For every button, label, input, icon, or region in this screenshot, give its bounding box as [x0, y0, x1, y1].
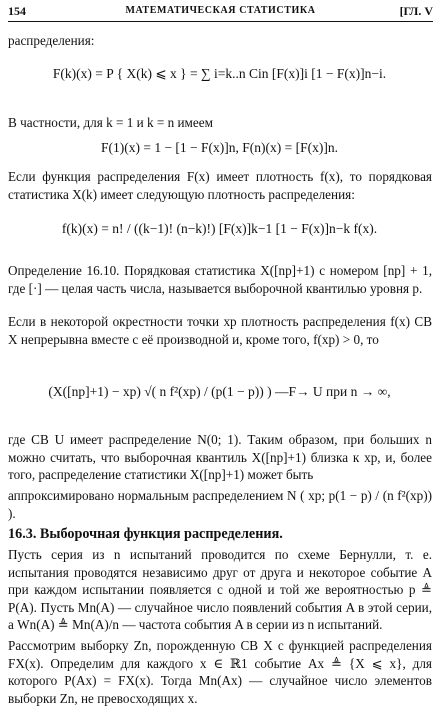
page-number: 154 [8, 4, 26, 18]
equation-min-max-cdf: F(1)(x) = 1 − [1 − F(x)]n, F(n)(x) = [F(x)]n. [100, 140, 339, 155]
paragraph-2: В частности, для k = 1 и k = n имеем [8, 115, 213, 130]
running-header [8, 4, 433, 20]
paragraph-5: Если в некоторой окрестности точки xp плотность распределения f(x) СВ X непрерывна вместе с её производной и, кроме того, f(xp) > 0, то [8, 314, 432, 347]
equation-order-statistic-density: f(k)(x) = n! / ((k−1)! (n−k)!) [F(x)]k−1 [1 − F(x)]n−k f(x). [61, 221, 378, 236]
chapter-label: [ГЛ. V [399, 4, 433, 18]
paragraph-6: где СВ U имеет распределение N(0; 1). Таким образом, при больших n можно считать, что выборочная квантиль X([np]+1) близка к xp, и, более того, распределение статистики X([np]+1) может быть [8, 432, 432, 483]
paragraph-7-normal-approx: аппроксимировано нормальным распределением N ( xp; p(1 − p) / (n f²(xp)) ). [8, 488, 432, 521]
paragraph-9-empirical-cdf: Рассмотрим выборку Zn, порожденную СВ X с функцией распределения FX(x). Определим для каждого x ∈ ℝ1 событие Ax ≜ {X ⩽ x}, для которого P(Ax) = FX(x). Тогда Mn(Ax) — случайное число элементов выборки Zn, не превосходящих x. [8, 638, 432, 706]
paragraph-3: Если функция распределения F(x) имеет плотность f(x), то порядковая статистика X(k) имеет следующую плотность распределения: [8, 169, 432, 202]
paragraph-8-bernoulli: Пусть серия из n испытаний проводится по схеме Бернулли, т. е. испытания проводятся независимо друг от друга и некоторое событие A при каждом испытании появляется с одной и той же вероятностью p ≜ P(A). Пусть Mn(A) — случайное число появлений события A в этой серии, а Wn(A) ≜ Mn(A)/n — частота события A в серии из n испытаний. [8, 547, 432, 633]
definition-16-10: Определение 16.10. Порядковая статистика X([np]+1) с номером [np] + 1, где [·] — целая часть числа, называется выборочной квантилью уровня p. [8, 263, 432, 296]
section-title: 16.3. Выборочная функция распределения. [8, 526, 283, 542]
equation-order-statistic-cdf: F(k)(x) = P { X(k) ⩽ x } = ∑ i=k..n Cin [F(x)]i [1 − F(x)]n−i. [52, 66, 387, 81]
running-title: МАТЕМАТИЧЕСКАЯ СТАТИСТИКА [125, 5, 316, 16]
header-rule [8, 21, 433, 22]
equation-quantile-convergence: (X([np]+1) − xp) √( n f²(xp) / (p(1 − p)) ) —F→ U при n → ∞, [48, 384, 391, 399]
paragraph-1: распределения: [8, 33, 95, 48]
